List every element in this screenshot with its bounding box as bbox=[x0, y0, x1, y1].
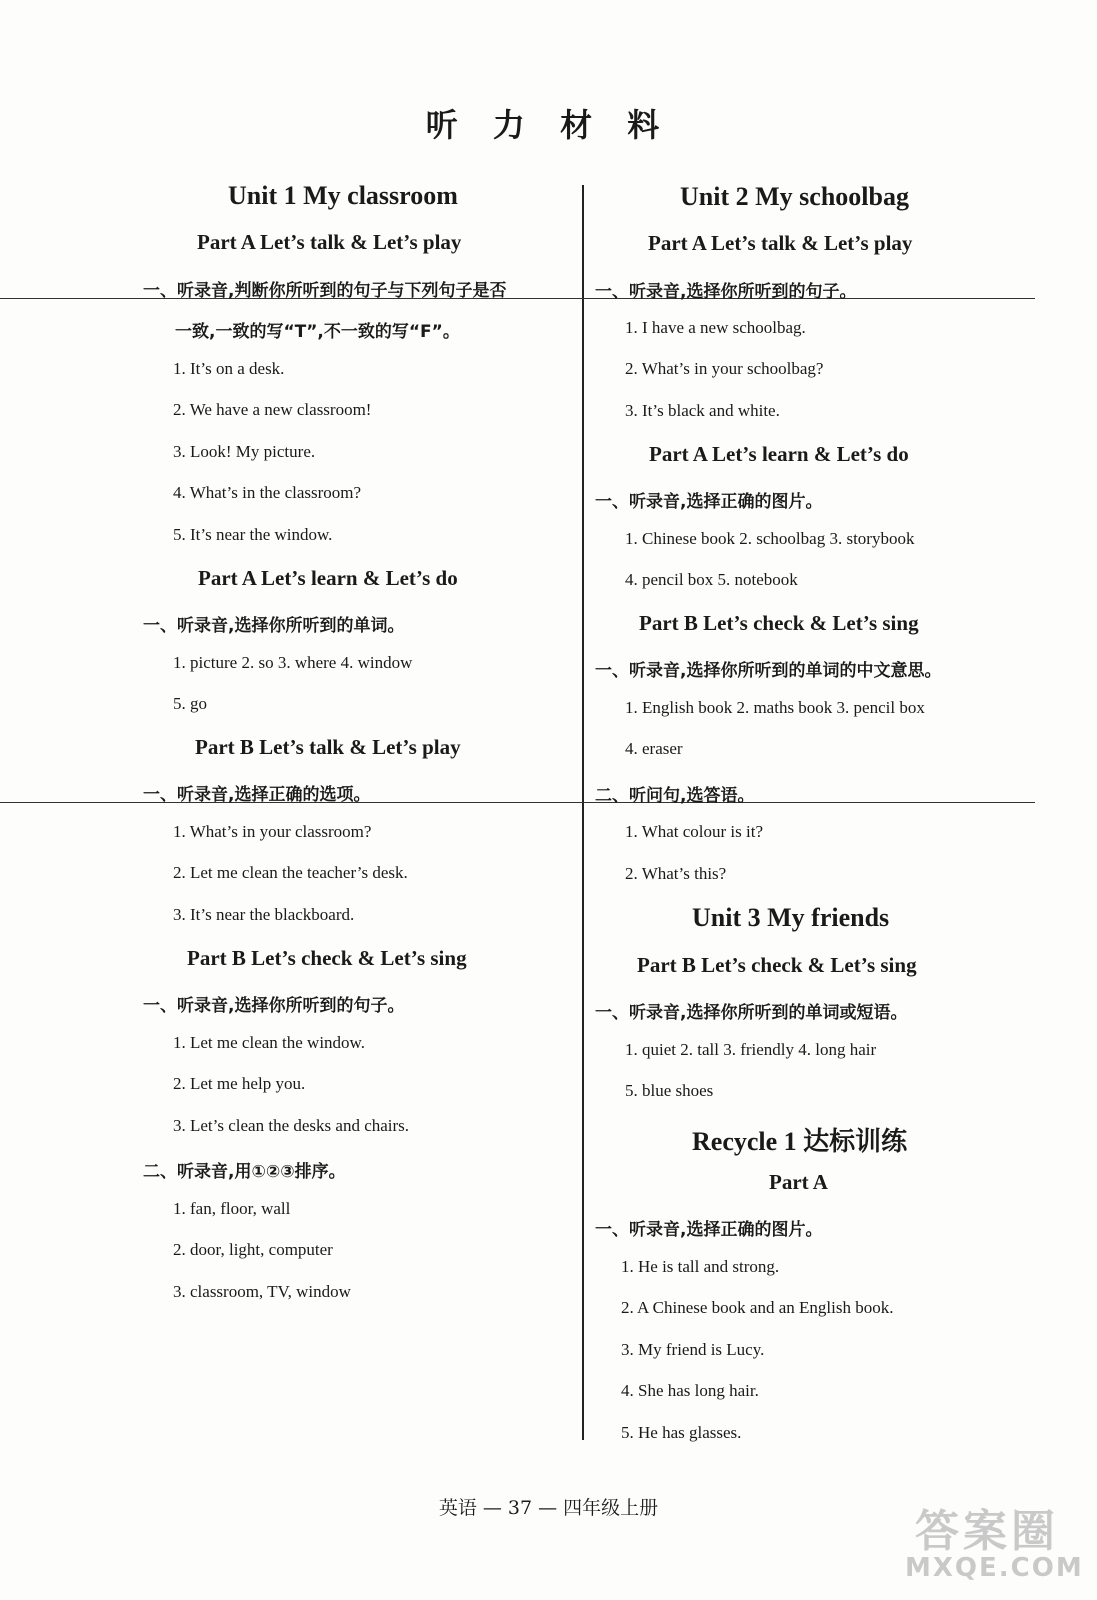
unit-2-title: Unit 2 My schoolbag bbox=[680, 182, 909, 211]
watermark-text-cn: 答案圈 bbox=[915, 1506, 1059, 1557]
list-item: 2. What’s this? bbox=[625, 864, 727, 883]
instruction: 一、听录音,选择正确的图片。 bbox=[595, 492, 823, 512]
instruction: 一、听录音,选择你所听到的单词的中文意思。 bbox=[595, 661, 942, 681]
list-item: 5. It’s near the window. bbox=[173, 525, 333, 544]
list-item: 1. Let me clean the window. bbox=[173, 1033, 365, 1052]
list-item: 2. A Chinese book and an English book. bbox=[621, 1298, 894, 1317]
part-heading: Part B Let’s talk & Let’s play bbox=[195, 735, 461, 759]
list-item: 3. It’s near the blackboard. bbox=[173, 905, 355, 924]
list-item: 1. Chinese book 2. schoolbag 3. storybook bbox=[625, 529, 915, 548]
list-item: 4. What’s in the classroom? bbox=[173, 483, 362, 502]
watermark-logo bbox=[905, 1495, 1085, 1590]
list-item: 3. Look! My picture. bbox=[173, 442, 316, 461]
part-heading: Part B Let’s check & Let’s sing bbox=[637, 953, 917, 977]
unit-3-title: Unit 3 My friends bbox=[692, 903, 890, 932]
instruction: 一、听录音,选择正确的选项。 bbox=[143, 785, 371, 805]
watermark-text-en: MXQE.COM bbox=[905, 1553, 1084, 1583]
instruction: 二、听录音,用①②③排序。 bbox=[143, 1162, 346, 1182]
unit-1-title: Unit 1 My classroom bbox=[228, 181, 458, 210]
instruction: 一、听录音,选择正确的图片。 bbox=[595, 1220, 823, 1240]
instruction: 二、听问句,选答语。 bbox=[595, 786, 755, 806]
part-heading: Part B Let’s check & Let’s sing bbox=[639, 611, 919, 635]
list-item: 3. classroom, TV, window bbox=[173, 1282, 351, 1301]
part-heading: Part B Let’s check & Let’s sing bbox=[187, 946, 467, 970]
instruction: 一、听录音,选择你所听到的句子。 bbox=[143, 996, 405, 1016]
list-item: 1. He is tall and strong. bbox=[621, 1257, 780, 1276]
list-item: 2. Let me clean the teacher’s desk. bbox=[173, 863, 408, 882]
list-item: 1. I have a new schoolbag. bbox=[625, 318, 806, 337]
page-title: 听 力 材 料 bbox=[425, 106, 672, 144]
list-item: 3. It’s black and white. bbox=[625, 401, 780, 420]
list-item: 4. eraser bbox=[625, 739, 683, 758]
list-item: 1. It’s on a desk. bbox=[173, 359, 285, 378]
list-item: 4. pencil box 5. notebook bbox=[625, 570, 798, 589]
list-item: 3. My friend is Lucy. bbox=[621, 1340, 765, 1359]
instruction-continued: 一致,一致的写“T”,不一致的写“F”。 bbox=[175, 322, 460, 342]
list-item: 1. What’s in your classroom? bbox=[173, 822, 372, 841]
column-divider bbox=[582, 185, 584, 1440]
list-item: 1. quiet 2. tall 3. friendly 4. long hair bbox=[625, 1040, 877, 1059]
list-item: 2. Let me help you. bbox=[173, 1074, 306, 1093]
list-item: 2. We have a new classroom! bbox=[173, 400, 372, 419]
list-item: 1. fan, floor, wall bbox=[173, 1199, 291, 1218]
list-item: 5. blue shoes bbox=[625, 1081, 714, 1100]
list-item: 5. He has glasses. bbox=[621, 1423, 742, 1442]
instruction: 一、听录音,选择你所听到的句子。 bbox=[595, 282, 857, 302]
list-item: 3. Let’s clean the desks and chairs. bbox=[173, 1116, 410, 1135]
part-heading: Part A Let’s learn & Let’s do bbox=[649, 442, 909, 466]
list-item: 5. go bbox=[173, 694, 207, 713]
list-item: 1. What colour is it? bbox=[625, 822, 764, 841]
list-item: 4. She has long hair. bbox=[621, 1381, 759, 1400]
instruction: 一、听录音,判断你所听到的句子与下列句子是否 bbox=[143, 281, 507, 301]
list-item: 2. door, light, computer bbox=[173, 1240, 333, 1259]
part-heading: Part A Let’s learn & Let’s do bbox=[198, 566, 458, 590]
page-footer: 英语 — 37 — 四年级上册 bbox=[438, 1497, 659, 1519]
recycle-title: Recycle 1 达标训练 bbox=[692, 1127, 908, 1156]
instruction: 一、听录音,选择你所听到的单词或短语。 bbox=[595, 1003, 908, 1023]
part-heading: Part A Let’s talk & Let’s play bbox=[197, 230, 462, 254]
part-heading: Part A bbox=[769, 1170, 828, 1194]
instruction: 一、听录音,选择你所听到的单词。 bbox=[143, 616, 405, 636]
part-heading: Part A Let’s talk & Let’s play bbox=[648, 231, 913, 255]
list-item: 2. What’s in your schoolbag? bbox=[625, 359, 824, 378]
list-item: 1. picture 2. so 3. where 4. window bbox=[173, 653, 413, 672]
list-item: 1. English book 2. maths book 3. pencil box bbox=[625, 698, 925, 717]
